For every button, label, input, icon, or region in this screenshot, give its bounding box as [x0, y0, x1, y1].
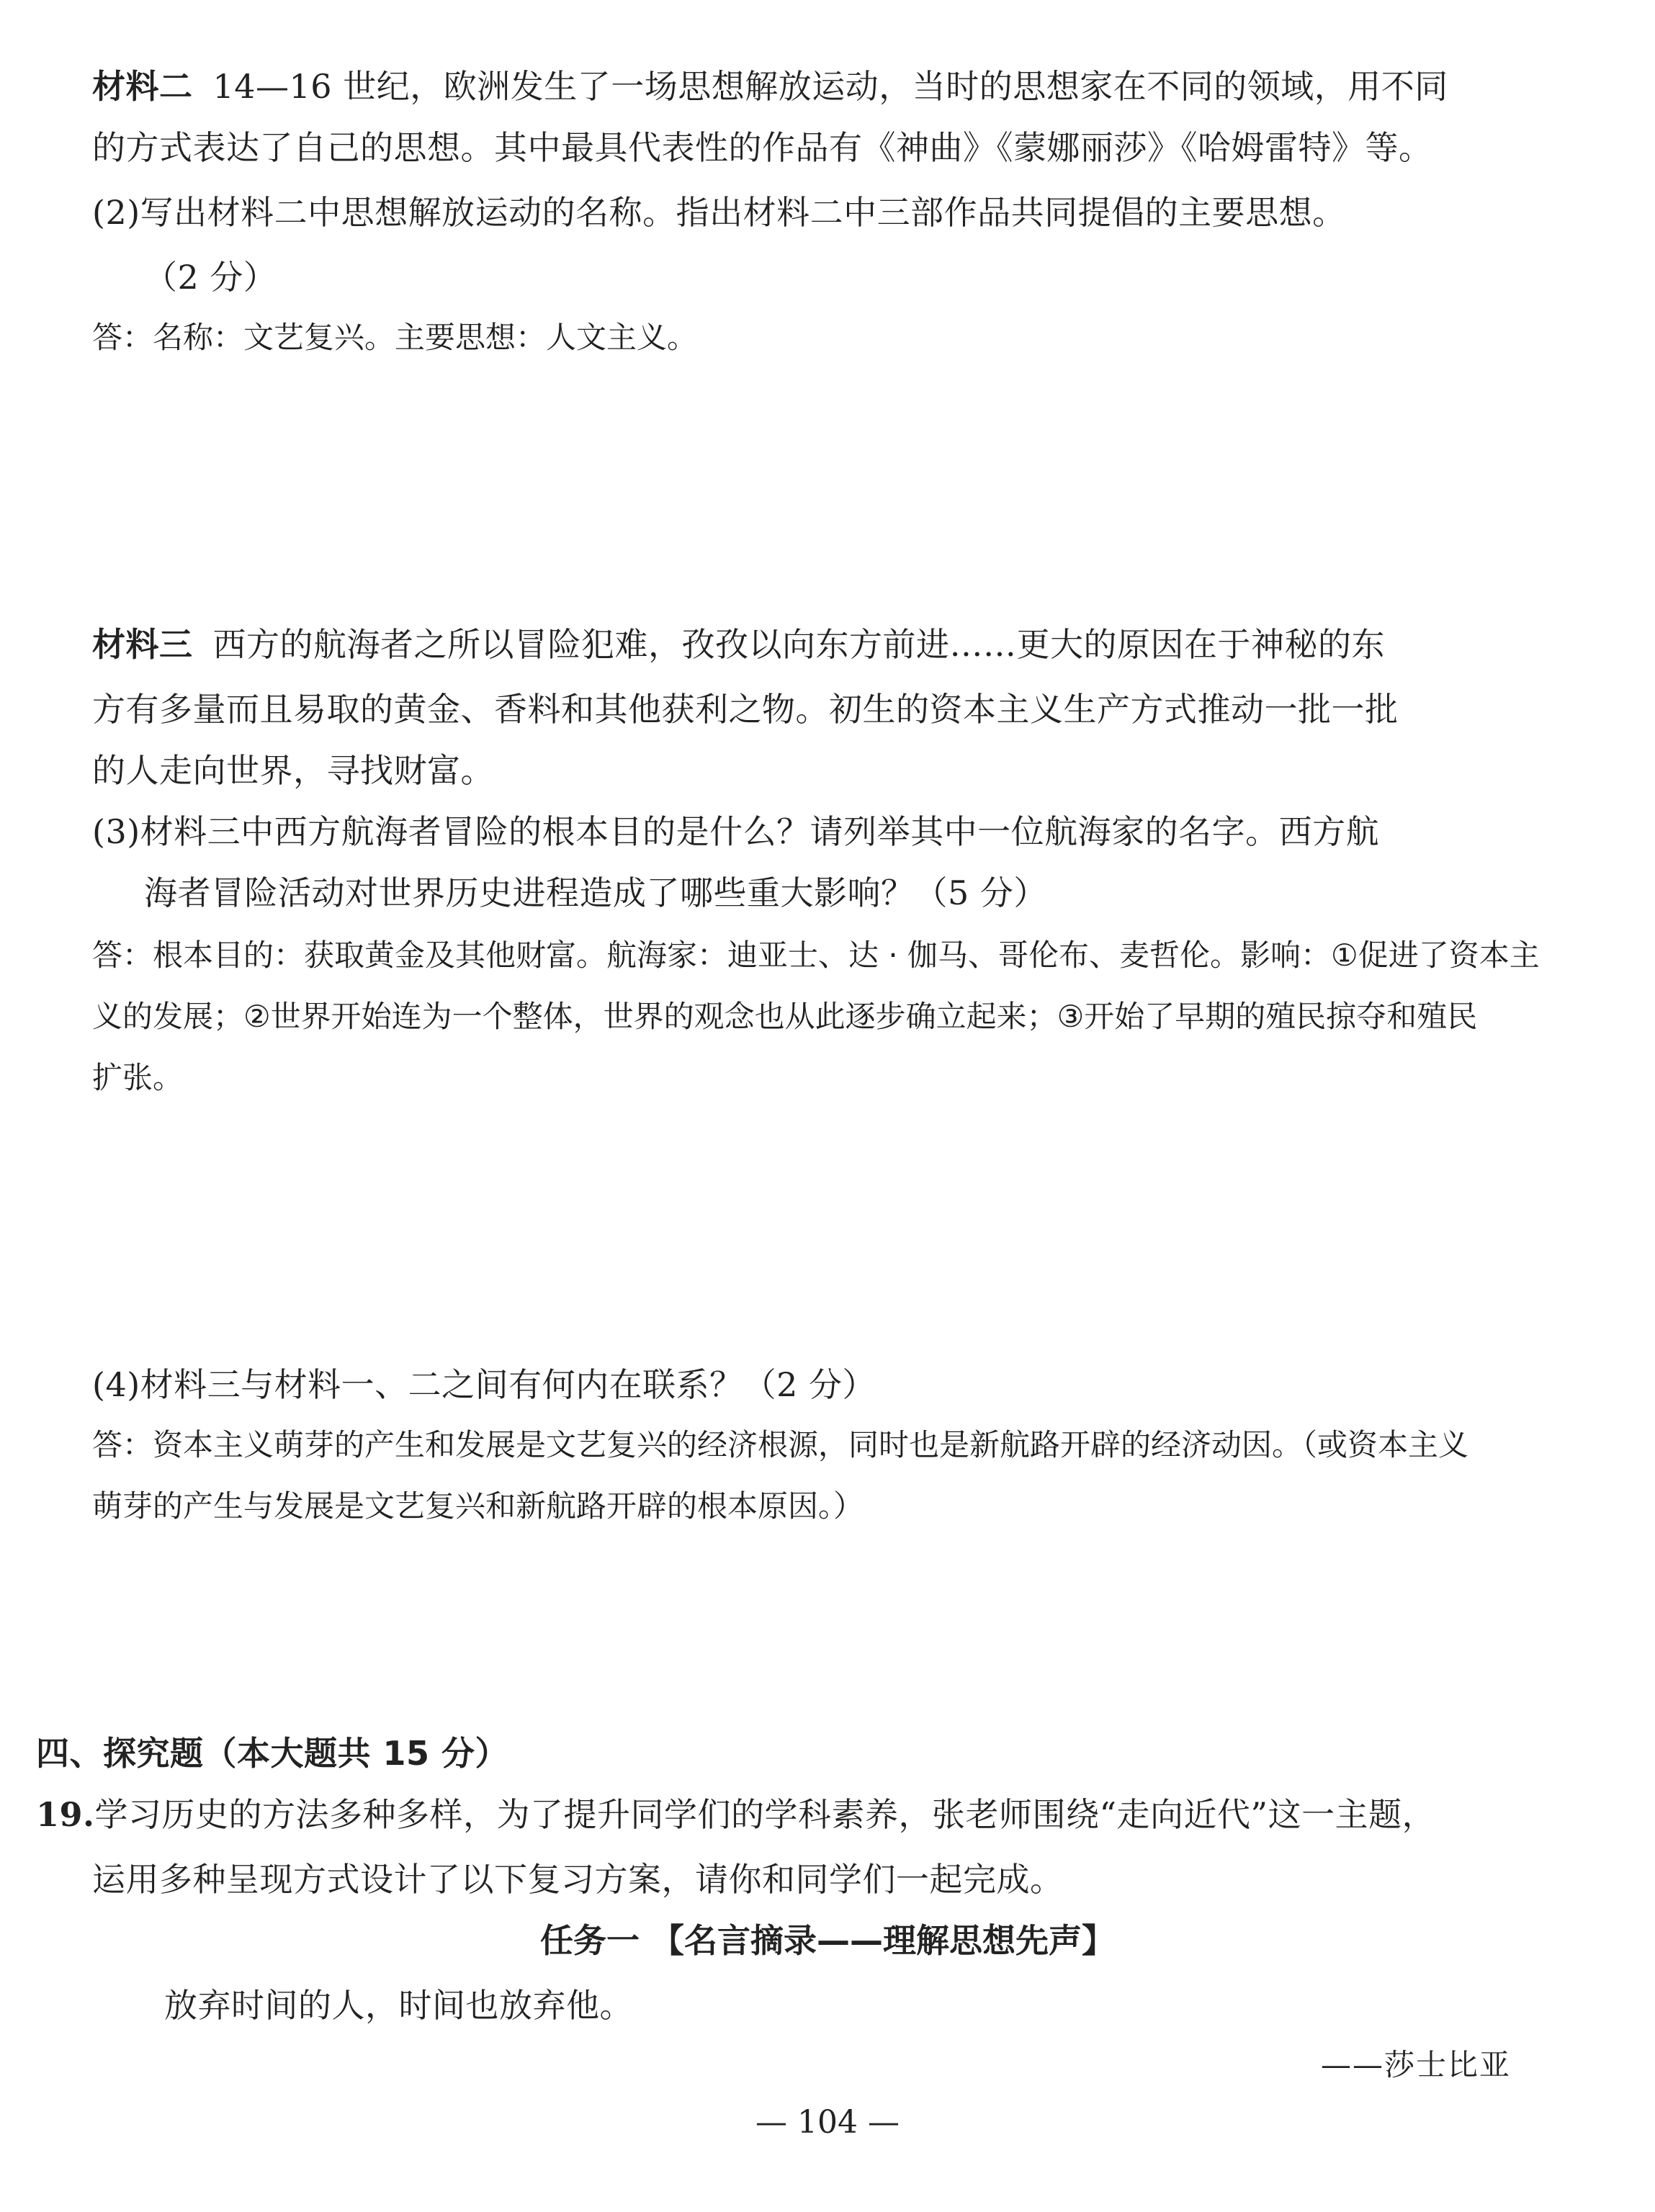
question2-line1: (2)写出材料二中思想解放运动的名称。指出材料二中三部作品共同提倡的主要思想。 — [92, 193, 1346, 232]
question3-line2: 海者冒险活动对世界历史进程造成了哪些重大影响？（5 分） — [144, 873, 1047, 912]
material3-label: 材料三 — [92, 625, 193, 664]
task1-quote-author: ——莎士比亚 — [1320, 2047, 1511, 2082]
task1-quote: 放弃时间的人，时间也放弃他。 — [164, 1986, 633, 2025]
question4-answer2: 萌芽的产生与发展是文艺复兴和新航路开辟的根本原因。） — [92, 1488, 864, 1524]
material3-line3: 的人走向世界，寻找财富。 — [92, 751, 494, 790]
section4-heading: 四、探究题（本大题共 15 分） — [36, 1734, 509, 1773]
question3-answer1: 答：根本目的：获取黄金及其他财富。航海家：迪亚士、达 · 伽马、哥伦布、麦哲伦。影响：①促进了资本主 — [92, 938, 1540, 973]
material3-line1 — [92, 623, 1385, 666]
question3-answer3: 扩张。 — [92, 1060, 184, 1095]
question19-line1 — [36, 1793, 1435, 1836]
material3-text1: 西方的航海者之所以冒险犯难，孜孜以向东方前进……更大的原因在于神秘的东 — [212, 625, 1385, 664]
material2-label: 材料二 — [92, 67, 193, 106]
material2-line2: 的方式表达了自己的思想。其中最具代表性的作品有《神曲》《蒙娜丽莎》《哈姆雷特》等。 — [92, 128, 1432, 167]
question19-text1: 学习历史的方法多种多样，为了提升同学们的学科素养，张老师围绕“走向近代”这一主题， — [94, 1795, 1436, 1834]
question19-line2: 运用多种呈现方式设计了以下复习方案，请你和同学们一起完成。 — [92, 1860, 1064, 1899]
material2-text1: 14—16 世纪，欧洲发生了一场思想解放运动，当时的思想家在不同的领域，用不同 — [212, 67, 1448, 106]
task1-title: 任务一 【名言摘录——理解思想先声】 — [539, 1921, 1115, 1960]
question19-number: 19. — [36, 1795, 95, 1834]
question4-line1: (4)材料三与材料一、二之间有何内在联系？（2 分） — [92, 1365, 876, 1404]
question4-answer1: 答：资本主义萌芽的产生和发展是文艺复兴的经济根源，同时也是新航路开辟的经济动因。（或资本主义 — [92, 1427, 1469, 1462]
page-number: — 104 — — [755, 2104, 900, 2141]
material3-line2: 方有多量而且易取的黄金、香料和其他获利之物。初生的资本主义生产方式推动一批一批 — [92, 690, 1399, 729]
question2-answer: 答：名称：文艺复兴。主要思想：人文主义。 — [92, 320, 698, 355]
material2-line1 — [92, 65, 1448, 108]
question2-line2: （2 分） — [144, 258, 277, 297]
question3-answer2: 义的发展；②世界开始连为一个整体，世界的观念也从此逐步确立起来；③开始了早期的殖民掠夺和殖民 — [92, 999, 1478, 1034]
question3-line1: (3)材料三中西方航海者冒险的根本目的是什么？请列举其中一位航海家的名字。西方航 — [92, 812, 1380, 851]
